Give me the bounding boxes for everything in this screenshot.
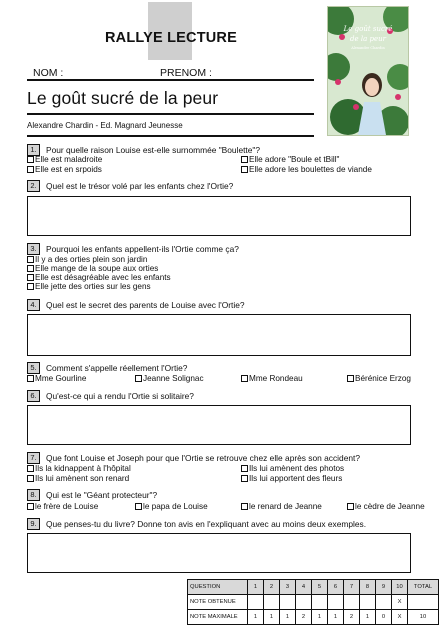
- book-title: Le goût sucré de la peur: [27, 88, 219, 108]
- question-9: [27, 518, 366, 530]
- option-q3-d[interactable]: Elle jette des orties sur les gens: [27, 282, 151, 291]
- option-q1-b[interactable]: Elle adore "Boule et tBill": [241, 155, 339, 164]
- checkbox[interactable]: [135, 375, 142, 382]
- title-divider: [27, 113, 314, 115]
- score-table-max-row: NOTE MAXIMALE 1 1 1 2 1 1 2 1 0 X 10: [188, 610, 439, 625]
- score-table-header-row: QUESTION 1 2 3 4 5 6 7 8 9 10 TOTAL: [188, 580, 439, 595]
- option-q8-a[interactable]: le frère de Louise: [27, 502, 98, 511]
- nom-label: NOM :: [33, 67, 64, 79]
- checkbox[interactable]: [27, 166, 34, 173]
- option-q1-d[interactable]: Elle adore les boulettes de viande: [241, 165, 372, 174]
- name-divider: [27, 79, 314, 81]
- svg-text:Le goût sucré: Le goût sucré: [343, 25, 393, 33]
- question-4: [27, 299, 245, 311]
- question-text: Que penses-tu du livre? Donne ton avis en l'expliquant avec au moins deux exemples.: [46, 519, 367, 529]
- option-q5-a[interactable]: Mme Gourline: [27, 374, 86, 383]
- question-number: 1.: [27, 144, 40, 156]
- question-number: 3.: [27, 243, 40, 255]
- checkbox[interactable]: [27, 475, 34, 482]
- option-q7-d[interactable]: Ils lui apportent des fleurs: [241, 474, 342, 483]
- question-text: Comment s'appelle réellement l'Ortie?: [46, 363, 188, 373]
- question-number: 7.: [27, 452, 40, 464]
- checkbox[interactable]: [241, 166, 248, 173]
- checkbox[interactable]: [241, 465, 248, 472]
- question-text: Pourquoi les enfants appellent-ils l'Ortie comme ça?: [46, 244, 239, 254]
- checkbox[interactable]: [27, 503, 34, 510]
- question-number: 9.: [27, 518, 40, 530]
- question-text: Quel est le secret des parents de Louise avec l'Ortie?: [46, 300, 245, 310]
- answer-box-q4[interactable]: [27, 314, 411, 356]
- page-title: RALLYE LECTURE: [105, 30, 237, 46]
- checkbox[interactable]: [27, 283, 34, 290]
- checkbox[interactable]: [241, 475, 248, 482]
- question-number: 6.: [27, 390, 40, 402]
- checkbox[interactable]: [241, 375, 248, 382]
- checkbox[interactable]: [27, 256, 34, 263]
- book-author: Alexandre Chardin - Ed. Magnard Jeunesse: [27, 121, 183, 130]
- option-q3-c[interactable]: Elle est désagréable avec les enfants: [27, 273, 171, 282]
- question-number: 2.: [27, 180, 40, 192]
- option-q1-a[interactable]: Elle est maladroite: [27, 155, 102, 164]
- book-cover-image: [327, 6, 409, 136]
- score-table: [187, 579, 439, 625]
- option-q3-b[interactable]: Elle mange de la soupe aux orties: [27, 264, 158, 273]
- question-3: [27, 243, 239, 255]
- option-q8-b[interactable]: le papa de Louise: [135, 502, 208, 511]
- checkbox[interactable]: [135, 503, 142, 510]
- checkbox[interactable]: [347, 375, 354, 382]
- svg-text:de la peur: de la peur: [350, 35, 386, 43]
- checkbox[interactable]: [241, 156, 248, 163]
- option-q8-c[interactable]: le renard de Jeanne: [241, 502, 322, 511]
- option-q7-a[interactable]: Ils la kidnappent à l'hôpital: [27, 464, 131, 473]
- checkbox[interactable]: [27, 274, 34, 281]
- option-q5-b[interactable]: Jeanne Solignac: [135, 374, 204, 383]
- question-number: 5.: [27, 362, 40, 374]
- question-text: Qu'est-ce qui a rendu l'Ortie si solitaire?: [46, 391, 194, 401]
- option-q5-c[interactable]: Mme Rondeau: [241, 374, 303, 383]
- question-2: [27, 180, 233, 192]
- score-table-obtained-row: NOTE OBTENUE X: [188, 595, 439, 610]
- author-divider: [27, 135, 314, 137]
- prenom-label: PRENOM :: [160, 67, 212, 79]
- answer-box-q9[interactable]: [27, 533, 411, 573]
- question-text: Quel est le trésor volé par les enfants chez l'Ortie?: [46, 181, 234, 191]
- answer-box-q6[interactable]: [27, 405, 411, 445]
- option-q7-c[interactable]: Ils lui amènent son renard: [27, 474, 129, 483]
- question-text: Pour quelle raison Louise est-elle surnommée "Boulette"?: [46, 145, 261, 155]
- checkbox[interactable]: [27, 465, 34, 472]
- question-6: [27, 390, 194, 402]
- checkbox[interactable]: [27, 156, 34, 163]
- option-q8-d[interactable]: le cèdre de Jeanne: [347, 502, 425, 511]
- option-q3-a[interactable]: Il y a des orties plein son jardin: [27, 255, 147, 264]
- checkbox[interactable]: [27, 265, 34, 272]
- option-q7-b[interactable]: Ils lui amènent des photos: [241, 464, 344, 473]
- question-number: 4.: [27, 299, 40, 311]
- question-7: [27, 452, 360, 464]
- svg-text:Alexandre Chardin: Alexandre Chardin: [351, 46, 385, 50]
- option-q5-d[interactable]: Bérénice Erzog: [347, 374, 411, 383]
- question-text: Qui est le "Géant protecteur"?: [46, 490, 158, 500]
- answer-box-q2[interactable]: [27, 196, 411, 236]
- checkbox[interactable]: [241, 503, 248, 510]
- question-text: Que font Louise et Joseph pour que l'Ortie se retrouve chez elle après son accident?: [46, 453, 360, 463]
- question-number: 8.: [27, 489, 40, 501]
- question-5: [27, 362, 187, 374]
- checkbox[interactable]: [347, 503, 354, 510]
- checkbox[interactable]: [27, 375, 34, 382]
- option-q1-c[interactable]: Elle est en srpoids: [27, 165, 102, 174]
- question-8: [27, 489, 157, 501]
